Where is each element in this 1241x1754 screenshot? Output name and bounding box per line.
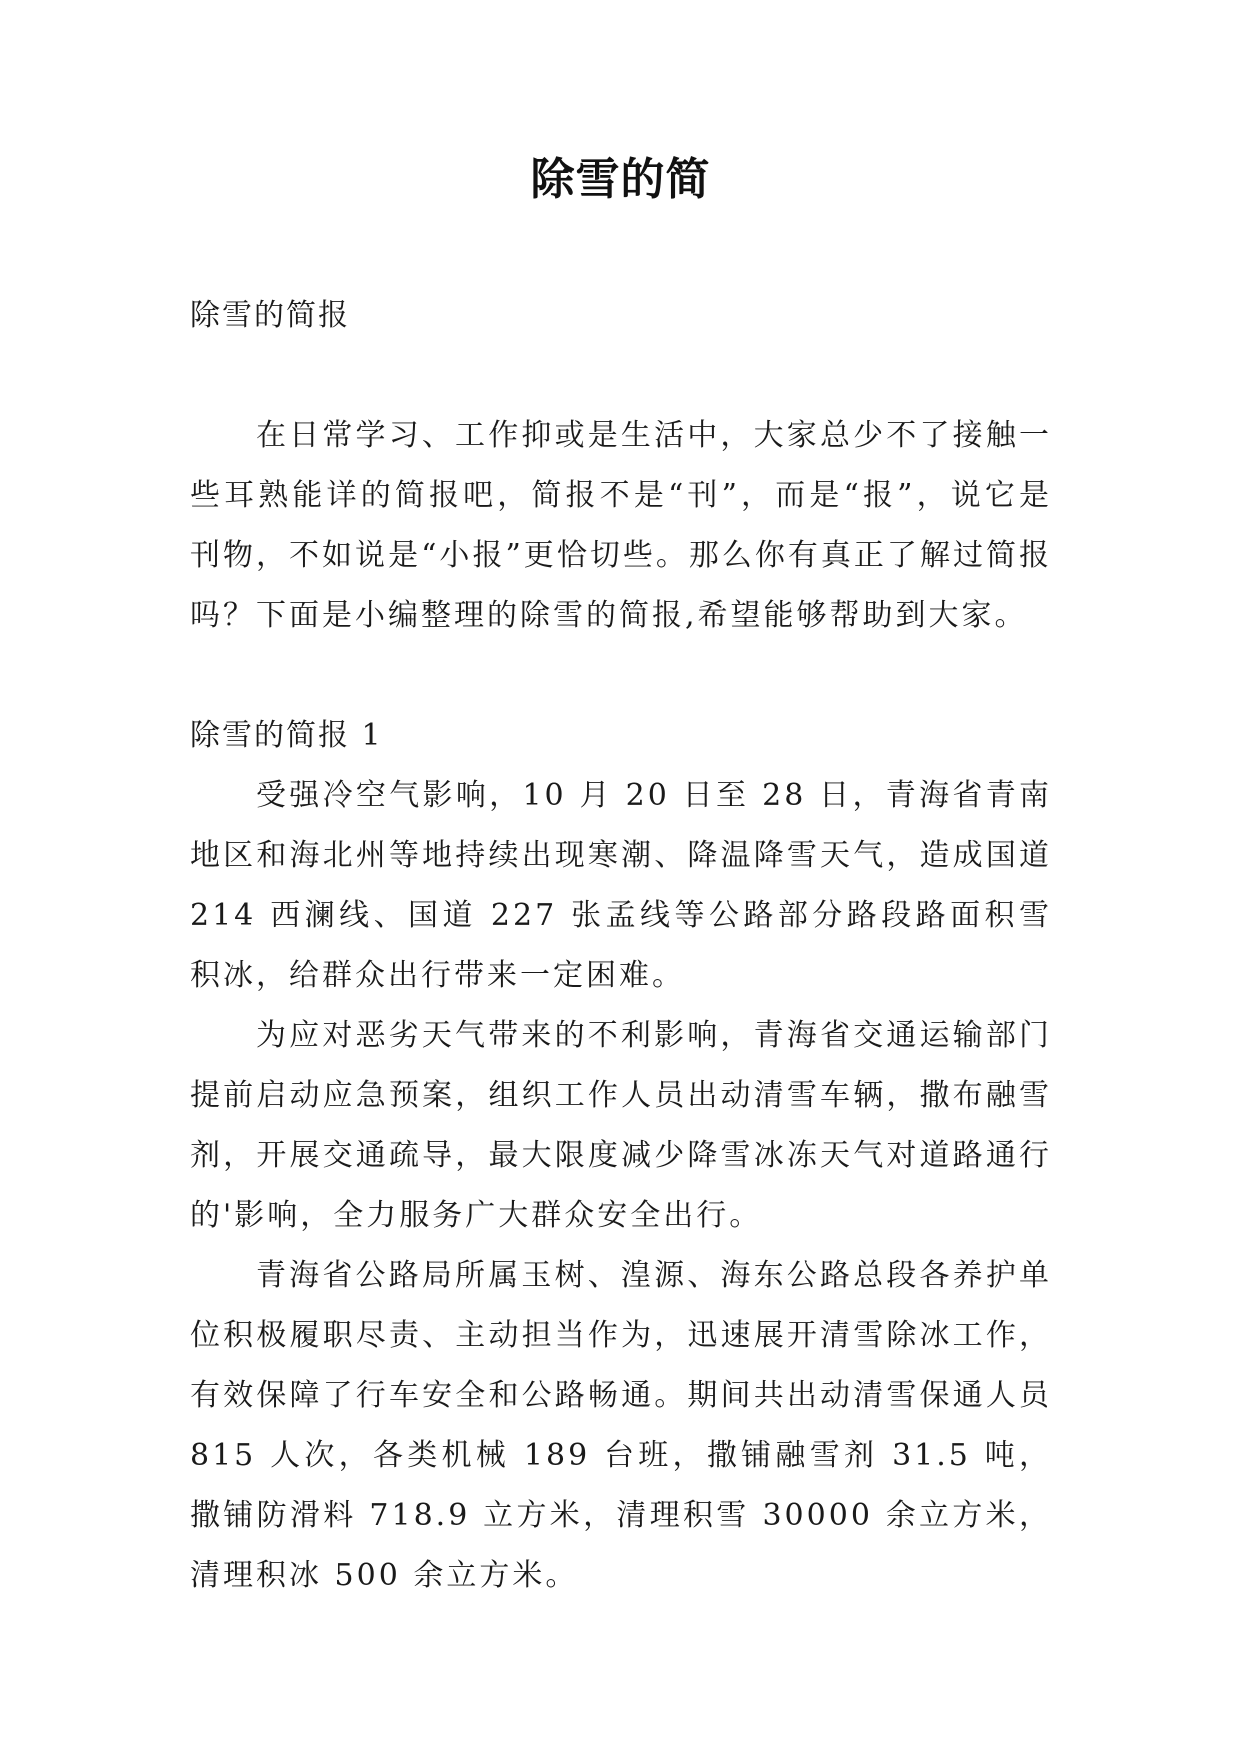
body-paragraph: 为应对恶劣天气带来的不利影响，青海省交通运输部门提前启动应急预案，组织工作人员出动清雪车辆，撒布融雪剂，开展交通疏导，最大限度减少降雪冰冻天气对道路通行的'影响，全力服务广大群众安全出行。 bbox=[190, 1018, 1052, 1233]
body-paragraph: 受强冷空气影响，10 月 20 日至 28 日，青海省青南地区和海北州等地持续出现寒潮、降温降雪天气，造成国道 214 西澜线、国道 227 张孟线等公路部分路段路面积雪积冰，给群众出行带来一定困难。 bbox=[190, 778, 1052, 993]
body-paragraph: 青海省公路局所属玉树、湟源、海东公路总段各养护单位积极履职尽责、主动担当作为，迅速展开清雪除冰工作，有效保障了行车安全和公路畅通。期间共出动清雪保通人员 815 人次，各类机械 189 台班，撒铺融雪剂 31.5 吨，撒铺防滑料 718.9 立方米，清理积雪 30000 余立方米，清理积冰 500 余立方米。 bbox=[190, 1258, 1052, 1593]
section-heading: 除雪的简报 1 bbox=[190, 718, 383, 753]
document-body bbox=[190, 286, 1052, 1606]
document-title: 除雪的简 bbox=[530, 154, 711, 205]
intro-paragraph: 在日常学习、工作抑或是生活中，大家总少不了接触一些耳熟能详的简报吧，简报不是“刊”，而是“报”，说它是刊物，不如说是“小报”更恰切些。那么你有真正了解过简报吗？下面是小编整理的除雪的简报,希望能够帮助到大家。 bbox=[190, 418, 1052, 633]
spacer bbox=[190, 346, 1052, 406]
document-subtitle: 除雪的简报 bbox=[190, 298, 350, 333]
spacer bbox=[190, 646, 1052, 706]
